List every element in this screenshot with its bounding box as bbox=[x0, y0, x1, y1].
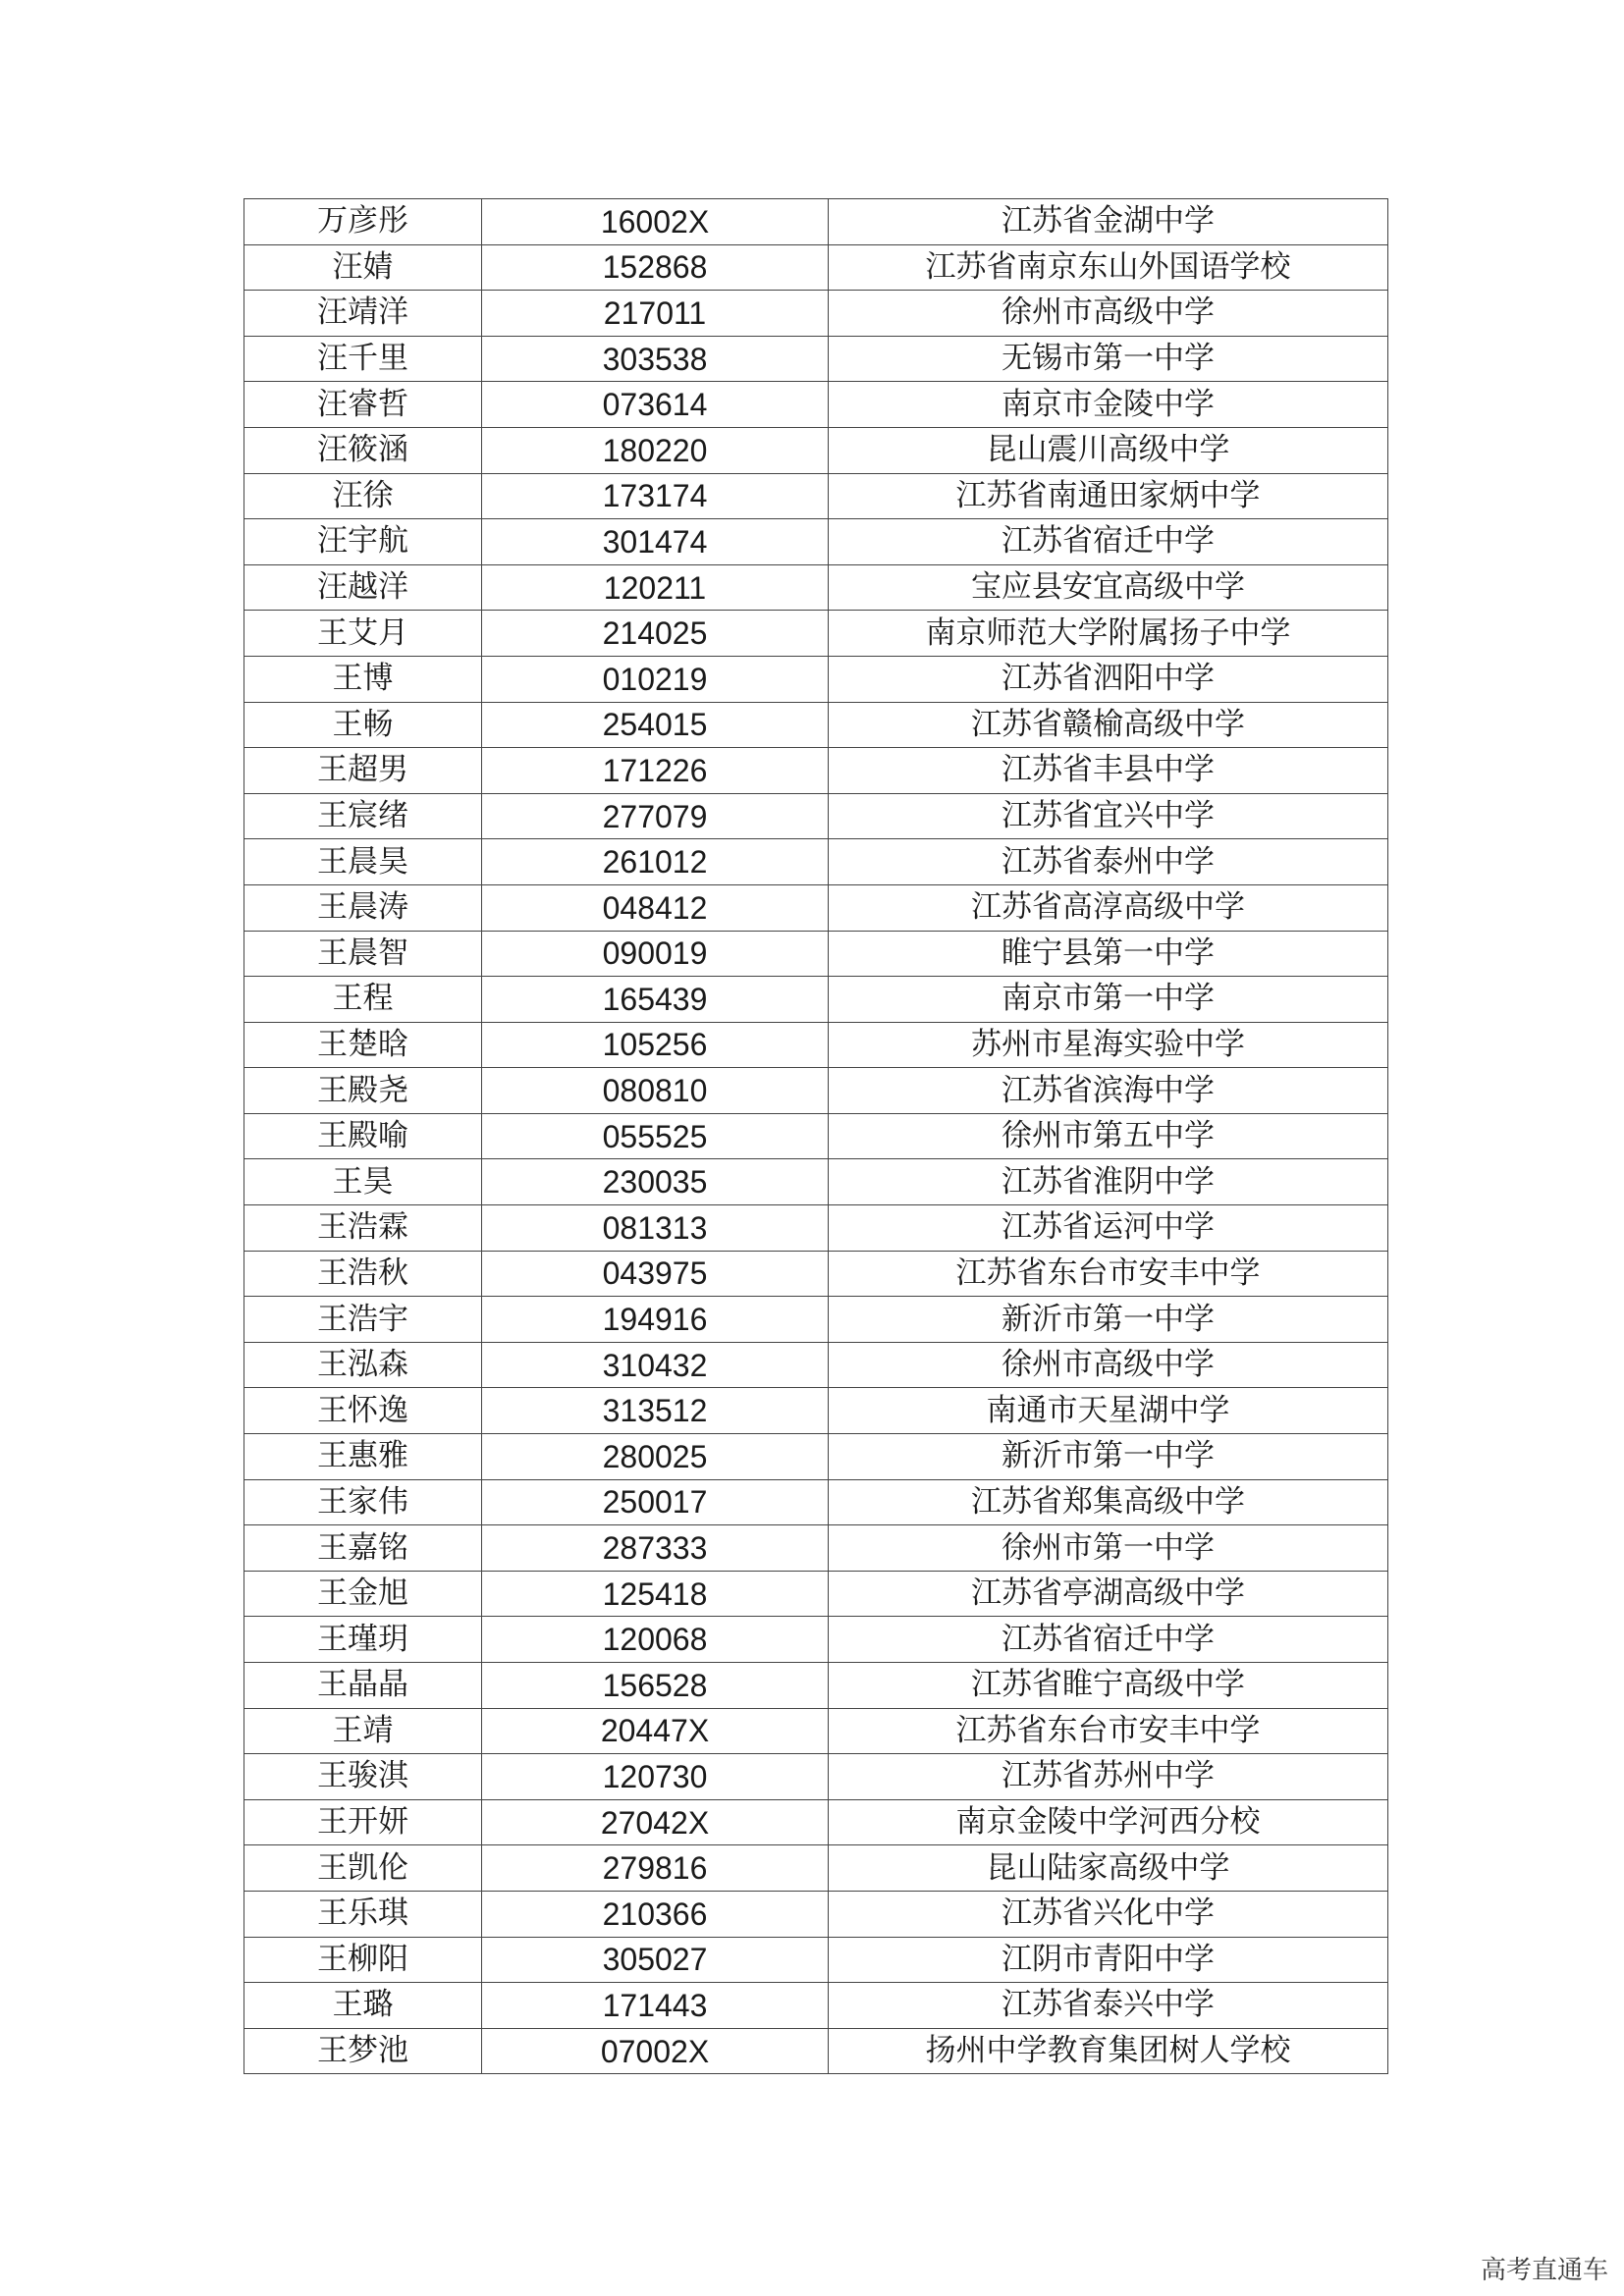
school-name-cell: 江苏省滨海中学 bbox=[829, 1068, 1388, 1114]
student-id-cell: 165439 bbox=[482, 977, 829, 1023]
table-row bbox=[244, 382, 1388, 428]
table-row bbox=[244, 519, 1388, 565]
school-name-cell: 徐州市第五中学 bbox=[829, 1113, 1388, 1159]
school-name-cell: 江苏省宿迁中学 bbox=[829, 519, 1388, 565]
table-row bbox=[244, 1022, 1388, 1068]
student-id-cell: 073614 bbox=[482, 382, 829, 428]
student-id-cell: 120211 bbox=[482, 564, 829, 611]
school-name-cell: 江苏省南通田家炳中学 bbox=[829, 473, 1388, 519]
school-name-cell: 江苏省运河中学 bbox=[829, 1205, 1388, 1252]
school-name-cell: 南京师范大学附属扬子中学 bbox=[829, 611, 1388, 657]
student-name-cell: 王殿喻 bbox=[244, 1113, 482, 1159]
table-row bbox=[244, 564, 1388, 611]
school-name-cell: 新沂市第一中学 bbox=[829, 1434, 1388, 1480]
table-row bbox=[244, 1937, 1388, 1983]
student-name-cell: 汪睿哲 bbox=[244, 382, 482, 428]
student-id-cell: 16002X bbox=[482, 199, 829, 245]
school-name-cell: 江苏省金湖中学 bbox=[829, 199, 1388, 245]
student-table bbox=[244, 198, 1388, 2074]
school-name-cell: 江苏省宿迁中学 bbox=[829, 1617, 1388, 1663]
school-name-cell: 睢宁县第一中学 bbox=[829, 931, 1388, 977]
student-name-cell: 汪越洋 bbox=[244, 564, 482, 611]
student-id-cell: 081313 bbox=[482, 1205, 829, 1252]
student-name-cell: 王晨智 bbox=[244, 931, 482, 977]
student-id-cell: 230035 bbox=[482, 1159, 829, 1205]
school-name-cell: 南京市第一中学 bbox=[829, 977, 1388, 1023]
student-id-cell: 090019 bbox=[482, 931, 829, 977]
student-name-cell: 王晶晶 bbox=[244, 1663, 482, 1709]
student-id-cell: 287333 bbox=[482, 1525, 829, 1572]
school-name-cell: 江苏省高淳高级中学 bbox=[829, 884, 1388, 931]
school-name-cell: 扬州中学教育集团树人学校 bbox=[829, 2028, 1388, 2074]
student-name-cell: 王泓森 bbox=[244, 1342, 482, 1388]
table-row bbox=[244, 1342, 1388, 1388]
student-id-cell: 080810 bbox=[482, 1068, 829, 1114]
table-row bbox=[244, 427, 1388, 473]
school-name-cell: 江苏省东台市安丰中学 bbox=[829, 1708, 1388, 1754]
student-name-cell: 王程 bbox=[244, 977, 482, 1023]
student-name-cell: 王靖 bbox=[244, 1708, 482, 1754]
table-row bbox=[244, 1434, 1388, 1480]
school-name-cell: 江苏省宜兴中学 bbox=[829, 793, 1388, 839]
watermark-text: 高考直通车 bbox=[1480, 2256, 1608, 2285]
table-row bbox=[244, 1205, 1388, 1252]
school-name-cell: 江苏省赣榆高级中学 bbox=[829, 702, 1388, 748]
school-name-cell: 南京金陵中学河西分校 bbox=[829, 1799, 1388, 1845]
student-id-cell: 254015 bbox=[482, 702, 829, 748]
student-name-cell: 王超男 bbox=[244, 748, 482, 794]
table-row bbox=[244, 1891, 1388, 1937]
student-id-cell: 277079 bbox=[482, 793, 829, 839]
student-id-cell: 010219 bbox=[482, 656, 829, 702]
student-id-cell: 301474 bbox=[482, 519, 829, 565]
table-row bbox=[244, 931, 1388, 977]
school-name-cell: 江阴市青阳中学 bbox=[829, 1937, 1388, 1983]
table-row bbox=[244, 1068, 1388, 1114]
table-row bbox=[244, 1754, 1388, 1800]
student-name-cell: 王晨昊 bbox=[244, 839, 482, 885]
student-name-cell: 王晨涛 bbox=[244, 884, 482, 931]
school-name-cell: 江苏省南京东山外国语学校 bbox=[829, 244, 1388, 291]
student-name-cell: 王惠雅 bbox=[244, 1434, 482, 1480]
table-row bbox=[244, 839, 1388, 885]
student-id-cell: 171443 bbox=[482, 1983, 829, 2029]
student-name-cell: 王瑾玥 bbox=[244, 1617, 482, 1663]
table-row bbox=[244, 748, 1388, 794]
table-row bbox=[244, 1663, 1388, 1709]
student-id-cell: 120730 bbox=[482, 1754, 829, 1800]
student-name-cell: 王柳阳 bbox=[244, 1937, 482, 1983]
student-id-cell: 194916 bbox=[482, 1297, 829, 1343]
table-row bbox=[244, 336, 1388, 382]
school-name-cell: 江苏省郑集高级中学 bbox=[829, 1479, 1388, 1525]
school-name-cell: 江苏省亭湖高级中学 bbox=[829, 1571, 1388, 1617]
school-name-cell: 江苏省睢宁高级中学 bbox=[829, 1663, 1388, 1709]
student-name-cell: 王开妍 bbox=[244, 1799, 482, 1845]
table-row bbox=[244, 1983, 1388, 2029]
table-row bbox=[244, 1388, 1388, 1434]
student-name-cell: 王艾月 bbox=[244, 611, 482, 657]
student-id-cell: 303538 bbox=[482, 336, 829, 382]
student-name-cell: 汪筱涵 bbox=[244, 427, 482, 473]
school-name-cell: 江苏省苏州中学 bbox=[829, 1754, 1388, 1800]
student-id-cell: 261012 bbox=[482, 839, 829, 885]
school-name-cell: 江苏省兴化中学 bbox=[829, 1891, 1388, 1937]
school-name-cell: 江苏省淮阴中学 bbox=[829, 1159, 1388, 1205]
table-row bbox=[244, 291, 1388, 337]
student-id-cell: 20447X bbox=[482, 1708, 829, 1754]
student-id-cell: 125418 bbox=[482, 1571, 829, 1617]
student-id-cell: 313512 bbox=[482, 1388, 829, 1434]
school-name-cell: 徐州市高级中学 bbox=[829, 291, 1388, 337]
student-id-cell: 27042X bbox=[482, 1799, 829, 1845]
table-row bbox=[244, 793, 1388, 839]
student-name-cell: 王浩宇 bbox=[244, 1297, 482, 1343]
student-name-cell: 汪宇航 bbox=[244, 519, 482, 565]
table-row bbox=[244, 244, 1388, 291]
student-id-cell: 105256 bbox=[482, 1022, 829, 1068]
student-id-cell: 210366 bbox=[482, 1891, 829, 1937]
school-name-cell: 苏州市星海实验中学 bbox=[829, 1022, 1388, 1068]
student-name-cell: 王博 bbox=[244, 656, 482, 702]
table-row bbox=[244, 611, 1388, 657]
student-name-cell: 王嘉铭 bbox=[244, 1525, 482, 1572]
school-name-cell: 新沂市第一中学 bbox=[829, 1297, 1388, 1343]
table-row bbox=[244, 1251, 1388, 1297]
student-name-cell: 汪靖洋 bbox=[244, 291, 482, 337]
student-table-body bbox=[244, 199, 1388, 2074]
student-name-cell: 汪千里 bbox=[244, 336, 482, 382]
table-row bbox=[244, 977, 1388, 1023]
school-name-cell: 昆山陆家高级中学 bbox=[829, 1845, 1388, 1892]
school-name-cell: 江苏省泗阳中学 bbox=[829, 656, 1388, 702]
student-id-cell: 043975 bbox=[482, 1251, 829, 1297]
school-name-cell: 江苏省泰州中学 bbox=[829, 839, 1388, 885]
student-name-cell: 王怀逸 bbox=[244, 1388, 482, 1434]
student-id-cell: 156528 bbox=[482, 1663, 829, 1709]
student-name-cell: 汪徐 bbox=[244, 473, 482, 519]
student-name-cell: 王浩霖 bbox=[244, 1205, 482, 1252]
student-name-cell: 汪婧 bbox=[244, 244, 482, 291]
student-id-cell: 250017 bbox=[482, 1479, 829, 1525]
school-name-cell: 江苏省泰兴中学 bbox=[829, 1983, 1388, 2029]
school-name-cell: 无锡市第一中学 bbox=[829, 336, 1388, 382]
student-id-cell: 180220 bbox=[482, 427, 829, 473]
school-name-cell: 南通市天星湖中学 bbox=[829, 1388, 1388, 1434]
student-name-cell: 王璐 bbox=[244, 1983, 482, 2029]
student-id-cell: 280025 bbox=[482, 1434, 829, 1480]
student-name-cell: 万彦彤 bbox=[244, 199, 482, 245]
student-id-cell: 120068 bbox=[482, 1617, 829, 1663]
table-row bbox=[244, 1571, 1388, 1617]
table-row bbox=[244, 1799, 1388, 1845]
student-name-cell: 王畅 bbox=[244, 702, 482, 748]
school-name-cell: 宝应县安宜高级中学 bbox=[829, 564, 1388, 611]
school-name-cell: 江苏省丰县中学 bbox=[829, 748, 1388, 794]
student-name-cell: 王楚晗 bbox=[244, 1022, 482, 1068]
table-row bbox=[244, 1617, 1388, 1663]
student-id-cell: 152868 bbox=[482, 244, 829, 291]
table-row bbox=[244, 1479, 1388, 1525]
student-name-cell: 王凯伦 bbox=[244, 1845, 482, 1892]
table-row bbox=[244, 1525, 1388, 1572]
school-name-cell: 南京市金陵中学 bbox=[829, 382, 1388, 428]
student-name-cell: 王昊 bbox=[244, 1159, 482, 1205]
student-name-cell: 王殿尧 bbox=[244, 1068, 482, 1114]
student-id-cell: 07002X bbox=[482, 2028, 829, 2074]
table-row bbox=[244, 884, 1388, 931]
table-row bbox=[244, 1159, 1388, 1205]
school-name-cell: 徐州市第一中学 bbox=[829, 1525, 1388, 1572]
student-id-cell: 310432 bbox=[482, 1342, 829, 1388]
table-row bbox=[244, 2028, 1388, 2074]
student-id-cell: 048412 bbox=[482, 884, 829, 931]
school-name-cell: 江苏省东台市安丰中学 bbox=[829, 1251, 1388, 1297]
student-name-cell: 王家伟 bbox=[244, 1479, 482, 1525]
student-name-cell: 王乐琪 bbox=[244, 1891, 482, 1937]
student-id-cell: 055525 bbox=[482, 1113, 829, 1159]
student-name-cell: 王梦池 bbox=[244, 2028, 482, 2074]
student-name-cell: 王骏淇 bbox=[244, 1754, 482, 1800]
table-row bbox=[244, 1113, 1388, 1159]
table-row bbox=[244, 702, 1388, 748]
school-name-cell: 昆山震川高级中学 bbox=[829, 427, 1388, 473]
table-row bbox=[244, 473, 1388, 519]
student-id-cell: 171226 bbox=[482, 748, 829, 794]
student-id-cell: 305027 bbox=[482, 1937, 829, 1983]
student-id-cell: 217011 bbox=[482, 291, 829, 337]
student-name-cell: 王浩秋 bbox=[244, 1251, 482, 1297]
table-row bbox=[244, 1708, 1388, 1754]
table-row bbox=[244, 1297, 1388, 1343]
student-name-cell: 王金旭 bbox=[244, 1571, 482, 1617]
table-row bbox=[244, 199, 1388, 245]
student-id-cell: 214025 bbox=[482, 611, 829, 657]
student-id-cell: 173174 bbox=[482, 473, 829, 519]
student-name-cell: 王宸绪 bbox=[244, 793, 482, 839]
table-row bbox=[244, 1845, 1388, 1892]
table-row bbox=[244, 656, 1388, 702]
student-id-cell: 279816 bbox=[482, 1845, 829, 1892]
school-name-cell: 徐州市高级中学 bbox=[829, 1342, 1388, 1388]
